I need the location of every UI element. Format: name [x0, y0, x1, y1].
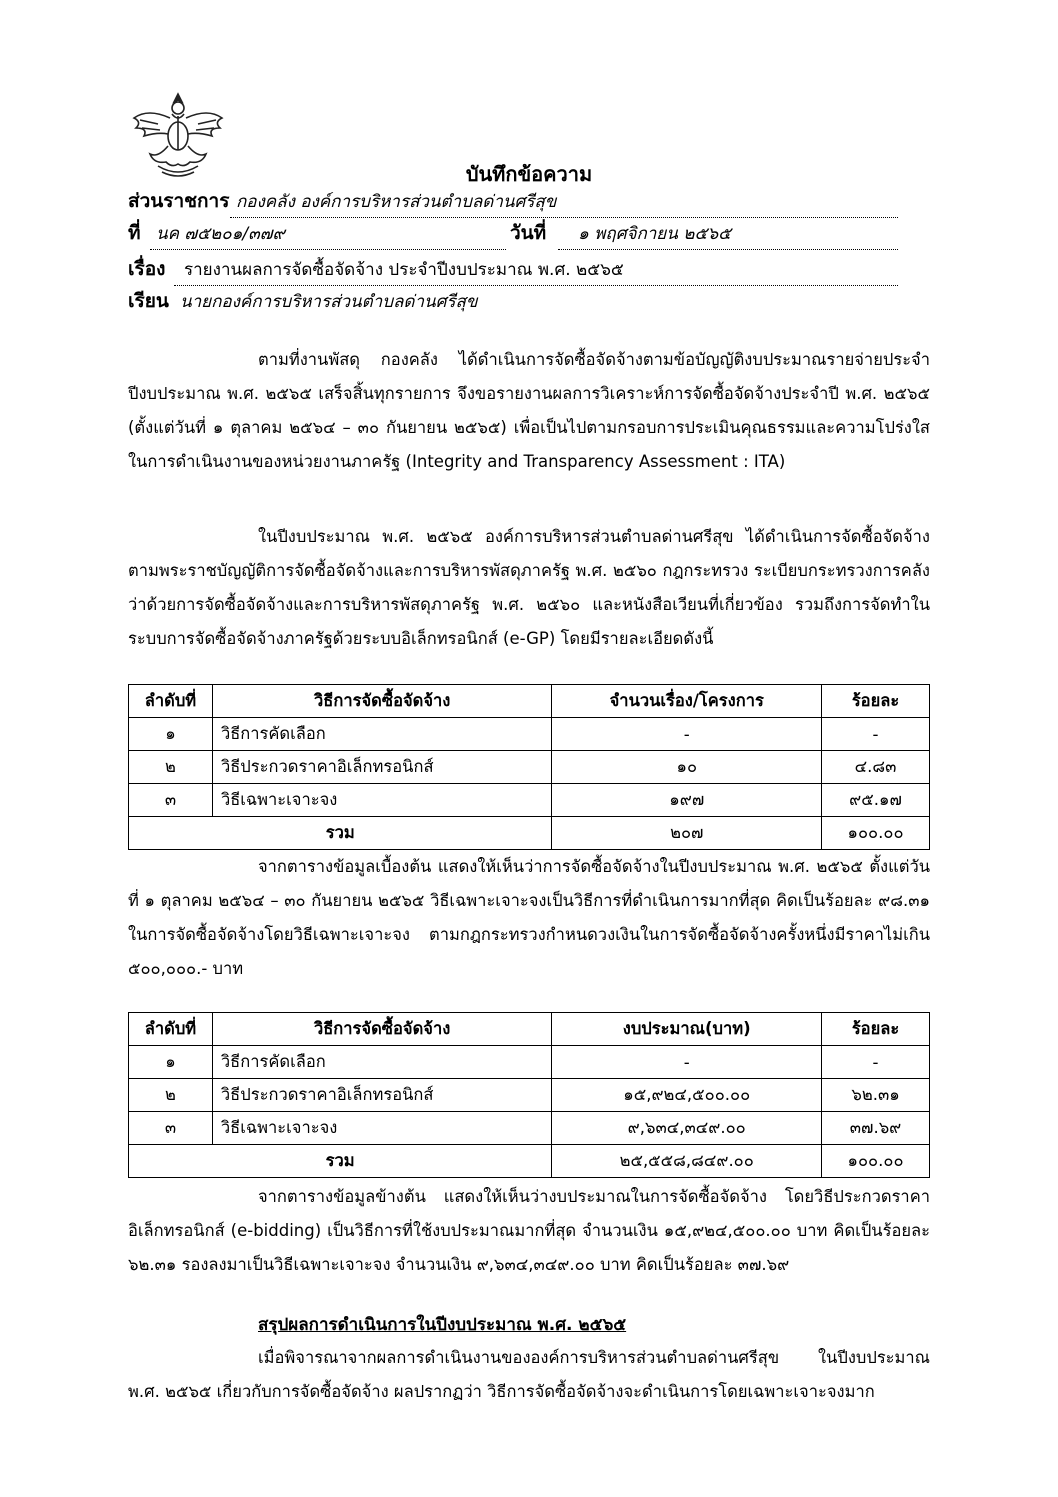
- subject-value: รายงานผลการจัดซื้อจัดจ้าง ประจำปีงบประมาณ พ.ศ. ๒๕๖๕: [184, 260, 624, 280]
- cell-percent: ๖๒.๓๑: [822, 1079, 930, 1112]
- total-percent: ๑๐๐.๐๐: [822, 817, 930, 850]
- cell-no: ๒: [129, 751, 213, 784]
- agency-dotted-line: [230, 217, 898, 218]
- table-row: [129, 718, 930, 751]
- agency-row: [128, 188, 898, 220]
- table-header-row: [129, 685, 930, 718]
- paragraph-5: [128, 1341, 930, 1409]
- total-label: รวม: [129, 1145, 552, 1178]
- paragraph-1: [128, 343, 930, 479]
- table-row: [129, 1112, 930, 1145]
- subject-row: [128, 256, 898, 288]
- cell-percent: ๓๗.๖๙: [822, 1112, 930, 1145]
- to-value: นายกองค์การบริหารส่วนตำบลด่านศรีสุข: [180, 292, 478, 312]
- table-row: [129, 751, 930, 784]
- agency-value: กองคลัง องค์การบริหารส่วนตำบลด่านศรีสุข: [236, 192, 557, 212]
- paragraph-4-text: จากตารางข้อมูลข้างต้น แสดงให้เห็นว่างบประมาณในการจัดซื้อจัดจ้าง โดยวิธีประกวดราคาอิเล็กทรอนิกส์ (e-bidding) เป็นวิธีการที่ใช้งบประมาณมากที่สุด จำนวนเงิน ๑๕,๙๒๔,๕๐๐.๐๐ บาท คิดเป็นร้อยละ ๖๒.๓๑ รองลงมาเป็นวิธีเฉพาะเจาะจง จำนวนเงิน ๙,๖๓๔,๓๔๙.๐๐ บาท คิดเป็นร้อยละ ๓๗.๖๙: [128, 1187, 930, 1274]
- to-label: เรียน: [128, 290, 169, 312]
- paragraph-3: [128, 850, 930, 986]
- total-budget: ๒๕,๕๕๘,๘๔๙.๐๐: [552, 1145, 822, 1178]
- summary-heading: สรุปผลการดำเนินการในปีงบประมาณ พ.ศ. ๒๕๖๕: [258, 1315, 627, 1335]
- procurement-count-table: [128, 684, 930, 850]
- total-label: รวม: [129, 817, 552, 850]
- total-percent: ๑๐๐.๐๐: [822, 1145, 930, 1178]
- date-label: วันที่: [510, 222, 547, 244]
- ref-dotted-line: [150, 249, 506, 250]
- agency-label: ส่วนราชการ: [128, 190, 230, 212]
- col-header-budget: งบประมาณ(บาท): [552, 1013, 822, 1046]
- table-row: [129, 1046, 930, 1079]
- cell-no: ๓: [129, 1112, 213, 1145]
- cell-method: วิธีเฉพาะเจาะจง: [212, 784, 552, 817]
- table-total-row: [129, 1145, 930, 1178]
- cell-percent: ๔.๘๓: [822, 751, 930, 784]
- procurement-budget-table: [128, 1012, 930, 1178]
- cell-method: วิธีประกวดราคาอิเล็กทรอนิกส์: [212, 1079, 551, 1112]
- col-header-no: ลำดับที่: [129, 1013, 213, 1046]
- col-header-method: วิธีการจัดซื้อจัดจ้าง: [212, 685, 552, 718]
- cell-budget: ๑๕,๙๒๔,๕๐๐.๐๐: [552, 1079, 822, 1112]
- col-header-percent: ร้อยละ: [822, 685, 930, 718]
- table-row: [129, 1079, 930, 1112]
- date-dotted-line: [558, 249, 898, 250]
- col-header-method: วิธีการจัดซื้อจัดจ้าง: [212, 1013, 551, 1046]
- cell-method: วิธีการคัดเลือก: [212, 1046, 551, 1079]
- paragraph-4: [128, 1180, 930, 1282]
- memo-title: บันทึกข้อความ: [465, 162, 593, 186]
- cell-percent: -: [822, 1046, 930, 1079]
- subject-label: เรื่อง: [128, 258, 166, 280]
- cell-method: วิธีการคัดเลือก: [212, 718, 552, 751]
- cell-budget: ๙,๖๓๔,๓๔๙.๐๐: [552, 1112, 822, 1145]
- table-row: [129, 784, 930, 817]
- cell-percent: -: [822, 718, 930, 751]
- ref-label: ที่: [128, 222, 141, 244]
- date-value: ๑ พฤศจิกายน ๒๕๖๕: [578, 224, 731, 244]
- paragraph-1-text: ตามที่งานพัสดุ กองคลัง ได้ดำเนินการจัดซื้อจัดจ้างตามข้อบัญญัติงบประมาณรายจ่ายประจำปีงบประมาณ พ.ศ. ๒๕๖๕ เสร็จสิ้นทุกรายการ จึงขอรายงานผลการวิเคราะห์การจัดซื้อจัดจ้างประจำปี พ.ศ. ๒๕๖๕ (ตั้งแต่วันที่ ๑ ตุลาคม ๒๕๖๔ – ๓๐ กันยายน ๒๕๖๕) เพื่อเป็นไปตามกรอบการประเมินคุณธรรมและความโปร่งใสในการดำเนินงานของหน่วยงานภาครัฐ (Integrity and Transparency Assessment : ITA): [128, 350, 930, 471]
- table-header-row: [129, 1013, 930, 1046]
- cell-budget: -: [552, 1046, 822, 1079]
- paragraph-3-text: จากตารางข้อมูลเบื้องต้น แสดงให้เห็นว่าการจัดซื้อจัดจ้างในปีงบประมาณ พ.ศ. ๒๕๖๕ ตั้งแต่วันที่ ๑ ตุลาคม ๒๕๖๔ – ๓๐ กันยายน ๒๕๖๕ วิธีเฉพาะเจาะจงเป็นวิธีการที่ดำเนินการมากที่สุด คิดเป็นร้อยละ ๙๘.๓๑ ในการจัดซื้อจัดจ้างโดยวิธีเฉพาะเจาะจง ตามกฎกระทรวงกำหนดวงเงินในการจัดซื้อจัดจ้างครั้งหนึ่งมีราคาไม่เกิน ๕๐๐,๐๐๐.- บาท: [128, 857, 930, 978]
- ref-value: นค ๗๕๒๐๑/๓๗๙: [156, 224, 286, 244]
- ref-date-row: [128, 220, 898, 252]
- subject-dotted-line: [174, 285, 898, 286]
- cell-count: ๑๐: [552, 751, 822, 784]
- cell-method: วิธีประกวดราคาอิเล็กทรอนิกส์: [212, 751, 552, 784]
- col-header-count: จำนวนเรื่อง/โครงการ: [552, 685, 822, 718]
- paragraph-2-text: ในปีงบประมาณ พ.ศ. ๒๕๖๕ องค์การบริหารส่วนตำบลด่านศรีสุข ได้ดำเนินการจัดซื้อจัดจ้างตามพระราชบัญญัติการจัดซื้อจัดจ้างและการบริหารพัสดุภาครัฐ พ.ศ. ๒๕๖๐ กฎกระทรวง ระเบียบกระทรวงการคลัง ว่าด้วยการจัดซื้อจัดจ้างและการบริหารพัสดุภาครัฐ พ.ศ. ๒๕๖๐ และหนังสือเวียนที่เกี่ยวข้อง รวมถึงการจัดทำในระบบการจัดซื้อจัดจ้างภาครัฐด้วยระบบอิเล็กทรอนิกส์ (e-GP) โดยมีรายละเอียดดังนี้: [128, 527, 930, 648]
- table-total-row: [129, 817, 930, 850]
- cell-count: -: [552, 718, 822, 751]
- cell-no: ๑: [129, 1046, 213, 1079]
- cell-no: ๓: [129, 784, 213, 817]
- paragraph-5-text: เมื่อพิจารณาจากผลการดำเนินงานขององค์การบริหารส่วนตำบลด่านศรีสุข ในปีงบประมาณ พ.ศ. ๒๕๖๕ เกี่ยวกับการจัดซื้อจัดจ้าง ผลปรากฏว่า วิธีการจัดซื้อจัดจ้างจะดำเนินการโดยเฉพาะเจาะจงมาก: [128, 1348, 930, 1401]
- cell-percent: ๙๕.๑๗: [822, 784, 930, 817]
- paragraph-2: [128, 520, 930, 656]
- cell-count: ๑๙๗: [552, 784, 822, 817]
- to-row: [128, 288, 898, 320]
- cell-method: วิธีเฉพาะเจาะจง: [212, 1112, 551, 1145]
- cell-no: ๑: [129, 718, 213, 751]
- cell-no: ๒: [129, 1079, 213, 1112]
- col-header-no: ลำดับที่: [129, 685, 213, 718]
- total-count: ๒๐๗: [552, 817, 822, 850]
- col-header-percent: ร้อยละ: [822, 1013, 930, 1046]
